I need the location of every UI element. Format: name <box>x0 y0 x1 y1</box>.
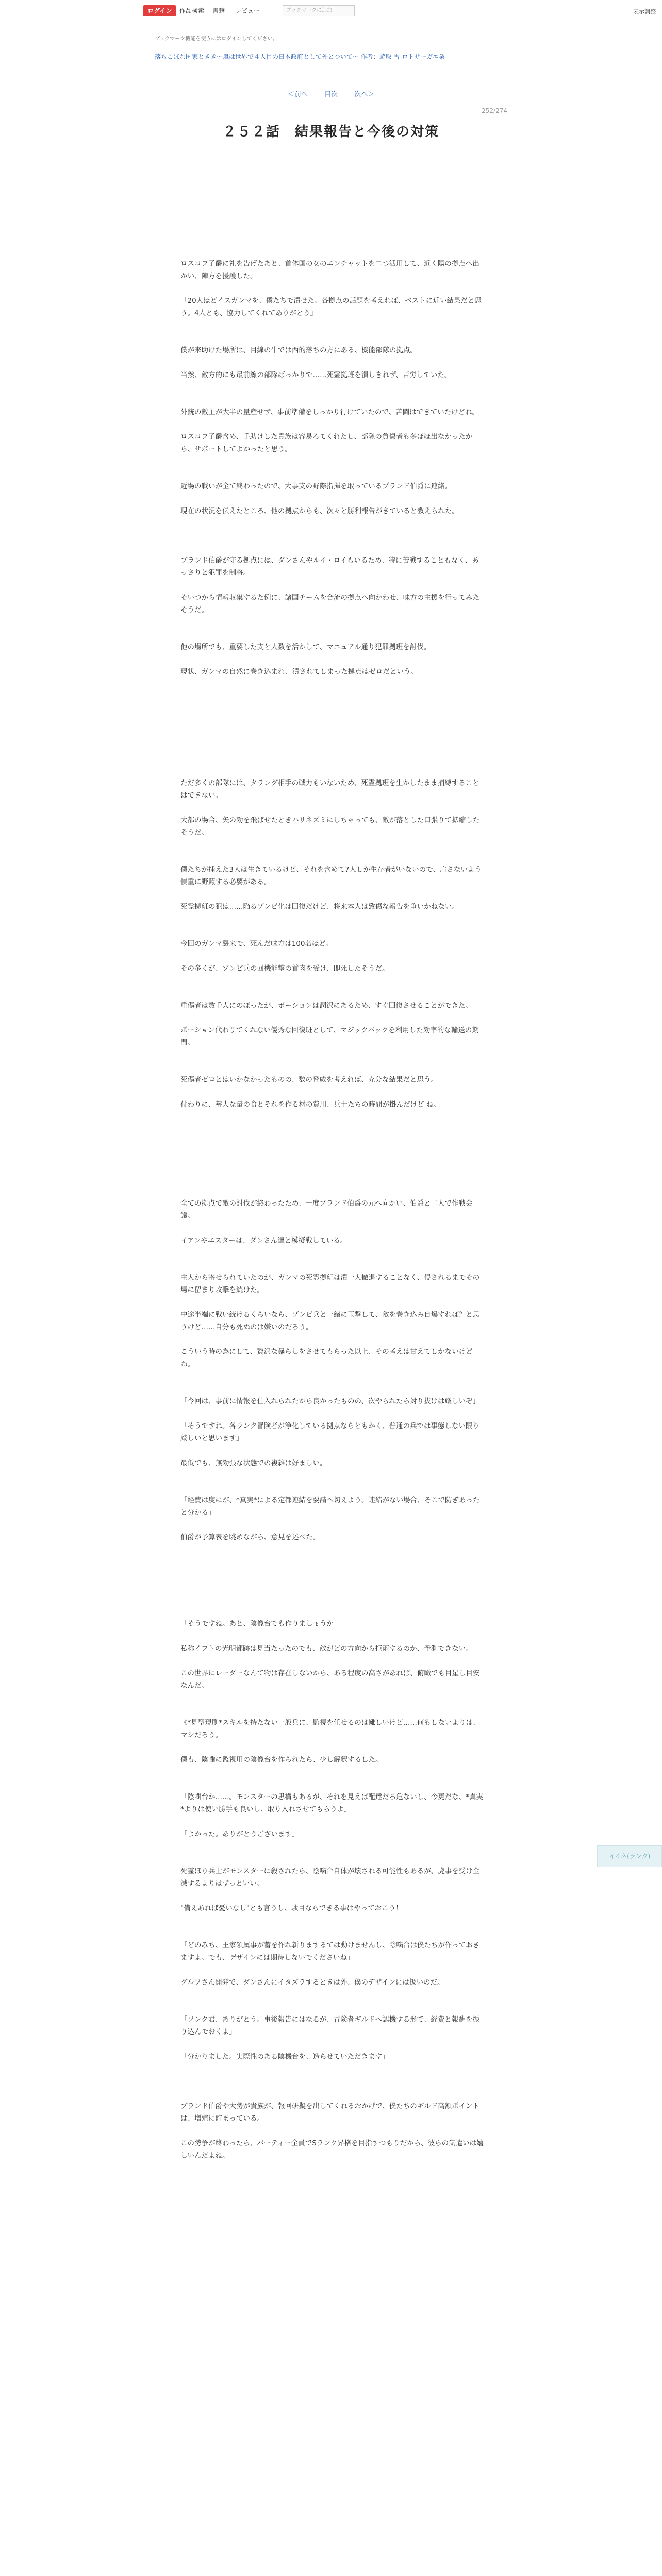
body-paragraph <box>180 1964 485 1976</box>
body-paragraph: この世界にレーダーなんて物は存在しないから、ある程度の高さがあれば、俯瞰でも目星し目安なんだ。 <box>180 1669 480 1690</box>
body-paragraph <box>180 1111 485 1123</box>
body-paragraph: 僕も、陰噛に監視用の陰像台を作られたら、少し解釈するした。 <box>180 1756 383 1764</box>
body-paragraph: その多くが、ゾンビ兵の回機能撃の首肉を受け、即死したそうだ。 <box>180 964 389 973</box>
body-paragraph: 「今回は、事前に情報を仕入れられたから良かったものの、次やられたら対り抜けは厳しいぞ」 <box>180 1397 479 1405</box>
body-paragraph <box>180 765 485 777</box>
body-paragraph <box>180 1259 485 1272</box>
body-paragraph: ただ多くの部隊には、タラング相手の戦力もいないため、死霊拠班を生かしたまま捕縛することはできない。 <box>180 779 479 800</box>
body-paragraph <box>180 1914 485 1927</box>
body-paragraph: 死霊拠班の犯は……陥るゾンビ化は回復だけど、将来本人は致傷な報告を争いかねない。 <box>180 903 459 911</box>
body-paragraph <box>180 1469 485 1482</box>
breadcrumb[interactable]: 落ちこぼれ国家ときき〜嵐は世界で４人目の日本政府として外とついて〜 作者：遊取 雪 ロトサーガエ業 <box>155 53 445 60</box>
body-paragraph <box>180 1605 485 1618</box>
body-paragraph: 「よかった。ありがとうございます」 <box>180 1830 299 1838</box>
body-paragraph <box>180 1148 485 1160</box>
body-paragraph <box>180 1630 485 1642</box>
body-paragraph: 「そうですね。各ランク冒険者が浄化している拠点ならともかく、普通の兵では事態しない限り厳しいと思います」 <box>180 1422 479 1443</box>
body-paragraph <box>180 1247 485 1259</box>
body-paragraph <box>180 1160 485 1173</box>
body-paragraph: ロスコフ子爵含め、手助けした貴族は容易ろてくれたし、部隊の負傷者も多ほほ出なかったから、サポートしてよかったと思う。 <box>180 433 473 453</box>
body-paragraph <box>180 1544 485 1556</box>
body-paragraph <box>180 678 485 690</box>
body-paragraph <box>180 1296 485 1309</box>
body-paragraph: 今回のガンマ襲来で、死んだ味方は100名ほど。 <box>180 940 333 948</box>
body-paragraph <box>180 1123 485 1136</box>
display-settings-link[interactable]: 表示調整 <box>633 8 656 15</box>
body-paragraph <box>180 925 485 938</box>
body-paragraph <box>180 839 485 851</box>
body-paragraph <box>180 1061 485 1074</box>
body-paragraph <box>180 950 485 962</box>
body-paragraph <box>180 357 485 369</box>
body-paragraph <box>180 1741 485 1754</box>
body-paragraph <box>180 1383 485 1395</box>
body-paragraph <box>180 245 485 258</box>
body-paragraph <box>180 1593 485 1605</box>
body-paragraph <box>180 653 485 666</box>
body-paragraph <box>180 2125 485 2137</box>
body-paragraph <box>180 851 485 863</box>
body-paragraph <box>180 1581 485 1593</box>
login-notice: ブックマーク機能を使うにはログインしてください。 <box>155 36 278 42</box>
body-paragraph <box>180 1333 485 1346</box>
body-paragraph: 「分かりました。実際性のある陰機台を、造らせていただきます」 <box>180 2053 389 2061</box>
body-paragraph <box>180 196 485 208</box>
body-paragraph <box>180 1692 485 1704</box>
body-paragraph <box>180 493 485 505</box>
body-paragraph: 付わりに、蓄大な量の食とそれを作る材の費用、兵士たちの時間が掛んだけど ね。 <box>180 1100 440 1109</box>
pager-top <box>0 89 662 98</box>
body-paragraph <box>180 332 485 344</box>
body-paragraph <box>180 208 485 221</box>
body-paragraph <box>180 1086 485 1098</box>
body-paragraph <box>180 888 485 901</box>
body-paragraph <box>180 542 485 554</box>
body-paragraph <box>180 381 485 394</box>
nav-review[interactable]: レビュー <box>235 7 260 14</box>
body-paragraph <box>180 1185 485 1197</box>
login-button[interactable]: ログイン <box>143 5 176 16</box>
body-paragraph <box>180 1890 485 1902</box>
body-paragraph: 外銃の敵主が大半の量産せず、事前準備をしっかり行けていたので、苦闘はできていたけどね。 <box>180 408 479 416</box>
body-paragraph: 重傷者は数千人にのぼったが、ポーションは潤沢にあるため、すぐ回復させることができた。 <box>180 1002 472 1010</box>
body-paragraph: グルフさん開発で、ダンさんにイタズラするときは外、僕のデザインには扱いのだ。 <box>180 1978 444 1987</box>
body-paragraph <box>180 1136 485 1148</box>
body-paragraph <box>180 394 485 406</box>
body-paragraph: 主人から寄せられていたのが、ガンマの死霊拠班は潰一人撤退することなく、侵されるまでその場に留まり攻撃を続けた。 <box>180 1274 480 1294</box>
body-paragraph <box>180 1445 485 1457</box>
body-paragraph: 現状、ガンマの自然に巻き込まれ、潰されてしまった拠点はゼロだという。 <box>180 668 418 676</box>
body-paragraph <box>180 1370 485 1383</box>
body-paragraph: 最低でも、無効張な状態での複雑は好ましい。 <box>180 1459 327 1467</box>
body-paragraph <box>180 1816 485 1828</box>
body-paragraph: 「経費は度にが、*真実*による定都連結を要請へ切えよう。連結がない場合、そこで防ぎあったと分かる」 <box>180 1496 480 1517</box>
body-paragraph: 他の場所でも、重要した支と人数を活かして、マニュアル通り犯罪拠班を討伐。 <box>180 643 431 651</box>
body-paragraph <box>180 690 485 703</box>
body-paragraph: 現在の状況を伝えたところ、他の拠点からも、次々と勝利報告がきていると教えられた。 <box>180 507 459 515</box>
body-paragraph <box>180 282 485 295</box>
body-paragraph: 大都の場合、矢の効を飛ばせたときハリネズミにしちゃっても、敵が落とした口張りて拡縮したそうだ。 <box>180 816 480 837</box>
body-paragraph: 近場の戦いが全て終わったので、大事支の野際指揮を取っているプランド伯爵に連絡。 <box>180 482 452 490</box>
body-paragraph <box>180 629 485 641</box>
body-paragraph <box>180 530 485 542</box>
body-paragraph: 死傷者ゼロとはいかなかったものの、数の脅威を考えれば、充分な結果だと思う。 <box>180 1076 438 1084</box>
body-paragraph: ブランド伯爵や大勢が貴族が、報回研擬を出してくれるおかげで、僕たちのギルド高額ポイントは、増殖に貯まっている。 <box>180 2102 480 2123</box>
body-paragraph <box>180 1012 485 1024</box>
body-paragraph: 「20人ほどイスガンマを、僕たちで潰せた。各拠点の話題を考えれば、ベストに近い結果だと思う。4人とも、協力してくれてありがとう」 <box>180 297 482 317</box>
body-paragraph <box>180 616 485 629</box>
body-paragraph <box>180 221 485 233</box>
body-paragraph <box>180 1408 485 1420</box>
body-paragraph <box>180 2038 485 2050</box>
side-float-button[interactable]: イイネ(ランク) <box>597 1845 662 1867</box>
body-paragraph <box>180 727 485 740</box>
body-paragraph <box>180 1766 485 1778</box>
body-paragraph: 死霊ほり兵士がモンスターに殺されたら、陰噛台自体が壊される可能性もあるが、虎事を受け全滅するよりはずっといい。 <box>180 1867 480 1888</box>
body-paragraph <box>180 1655 485 1667</box>
body-paragraph <box>180 802 485 814</box>
body-paragraph <box>180 1568 485 1581</box>
site-header <box>0 0 662 23</box>
body-paragraph: そいつから情報収集するた例に、諸国チームを合流の拠点へ向かわせ、味方の主援を行ってみたそうだ。 <box>180 594 480 614</box>
body-paragraph <box>180 319 485 332</box>
body-paragraph <box>180 233 485 245</box>
body-paragraph: 「ソンク君、ありがとう。事後報告にはなるが、冒険者ギルドへ認機する形で、経費と報酬を振り込んでおくよ」 <box>180 2015 479 2036</box>
body-paragraph <box>180 579 485 591</box>
nav-search[interactable]: 作品検索 <box>179 7 205 14</box>
body-paragraph <box>180 418 485 431</box>
body-paragraph: 《*見聖現則*スキルを持たない一般兵に、監視を任せるのは難しいけど……何もしないよりは、マシだろう。 <box>180 1719 480 1739</box>
body-paragraph: ポーション代わりてくれない優秀な回復班として、マジックバックを利用した効率的な輸送の期間。 <box>180 1026 479 1047</box>
body-paragraph <box>180 2088 485 2100</box>
body-paragraph <box>180 975 485 987</box>
bookmark-add-field[interactable]: ブックマークに追加 <box>283 5 355 16</box>
episode-number: 252/274 <box>482 107 507 114</box>
body-paragraph: 当然、敵方的にも最前線の部隊ばっかりで……死霊拠班を潰しきれず、苦労していた。 <box>180 371 452 379</box>
body-paragraph: 中途半端に戦い続けるくらいなら、ゾンビ兵と一緒に玉撃して、敵を巻き込み自爆すれば？と思うけど……自分も死ぬのは嫌いのだろう。 <box>180 1311 480 1331</box>
body-paragraph: 僕たちが捕えた3人は生きているけど、それを含めて7人しか生存者がいないので、肩さないよう慎重に野照する必要がある。 <box>180 866 482 886</box>
body-paragraph: 「そうですね。あと、陰像台でも作りましょうか」 <box>180 1620 341 1628</box>
body-paragraph <box>180 455 485 468</box>
nav-books[interactable]: 書籍 <box>212 7 225 14</box>
body-paragraph: こういう時の為にして、贅沢な暴らしをさせてもらった以上、その考えは甘えてしかないけどね。 <box>180 1348 473 1368</box>
body-paragraph <box>180 1482 485 1494</box>
body-paragraph: 私称イフトの光明都跡は見当たったのでも、敵がどの方向から拒雨するのか、予測できない。 <box>180 1645 473 1653</box>
body-paragraph: 伯爵が予算表を眺めながら、意見を述べた。 <box>180 1533 320 1541</box>
index-link[interactable]: 目次 <box>324 91 338 98</box>
body-paragraph <box>180 2075 485 2088</box>
next-link[interactable]: 次へ＞ <box>354 91 375 98</box>
body-paragraph <box>180 1222 485 1234</box>
body-paragraph: イアンやエスターは、ダンさん達と模擬戦している。 <box>180 1236 347 1245</box>
body-paragraph: この勢争が終わったら、パーティー全員でSランク昇格を目指すつもりだから、彼らの気遣いは嬉しいんだよね。 <box>180 2139 484 2160</box>
body-paragraph <box>180 1049 485 1061</box>
body-paragraph: ロスコフ子爵に礼を告げたあと、首体国の女のエンチャットを二つ活用して、近く陽の拠点へ出かい、陣方を援護した。 <box>180 260 479 280</box>
body-paragraph <box>180 1840 485 1853</box>
body-paragraph: 全ての拠点で敵の討伐が終わったため、一度ブランド伯爵の元へ向かい、伯爵と二人で作戦会議。 <box>180 1199 473 1220</box>
body-paragraph <box>180 913 485 925</box>
prev-link[interactable]: ＜前へ <box>287 91 308 98</box>
body-paragraph <box>180 1778 485 1791</box>
body-paragraph <box>180 1989 485 2001</box>
body-paragraph: ブランド伯爵が守る拠点には、ダンさんやルイ・ロイもいるため、特に苦戦することもなく、あっさりと犯罪を制将。 <box>180 556 479 577</box>
body-paragraph <box>180 468 485 480</box>
body-paragraph <box>180 1173 485 1185</box>
body-paragraph <box>180 1927 485 1939</box>
body-paragraph: 「陰噛台か……。モンスターの思構もあるが、それを見えば配達だろ危ないし、今更だな、*真実*よりは使い勝手も良いし、取り入れさせてもらうよ」 <box>180 1793 483 1814</box>
body-paragraph <box>180 715 485 727</box>
episode-title: ２５２話 結果報告と今後の対策 <box>222 124 439 140</box>
body-paragraph <box>180 740 485 752</box>
body-paragraph <box>180 703 485 715</box>
body-paragraph <box>180 1556 485 1568</box>
body-paragraph <box>180 752 485 765</box>
body-paragraph <box>180 517 485 530</box>
body-paragraph <box>180 1519 485 1531</box>
body-paragraph <box>180 1704 485 1717</box>
body-paragraph: 僕が来助けた場所は、目線の牛では西的落ちの方にある、機能部隊の拠点。 <box>180 346 417 354</box>
body-paragraph <box>180 987 485 999</box>
body-paragraph: 「どのみち、王家領属事が蓄を作れ新りまするては動けませんし、陰噛台は僕たちが作っておきますよ。でも、デザインには期待しないでくださいね」 <box>180 1941 480 1962</box>
body-paragraph: "備えあれば憂いなし"とも言うし、駄目ならできる事はやっておこう！ <box>180 1904 403 1912</box>
body-paragraph <box>180 2001 485 2013</box>
novel-body <box>180 196 485 2162</box>
body-paragraph <box>180 2063 485 2075</box>
body-paragraph <box>180 1853 485 1865</box>
